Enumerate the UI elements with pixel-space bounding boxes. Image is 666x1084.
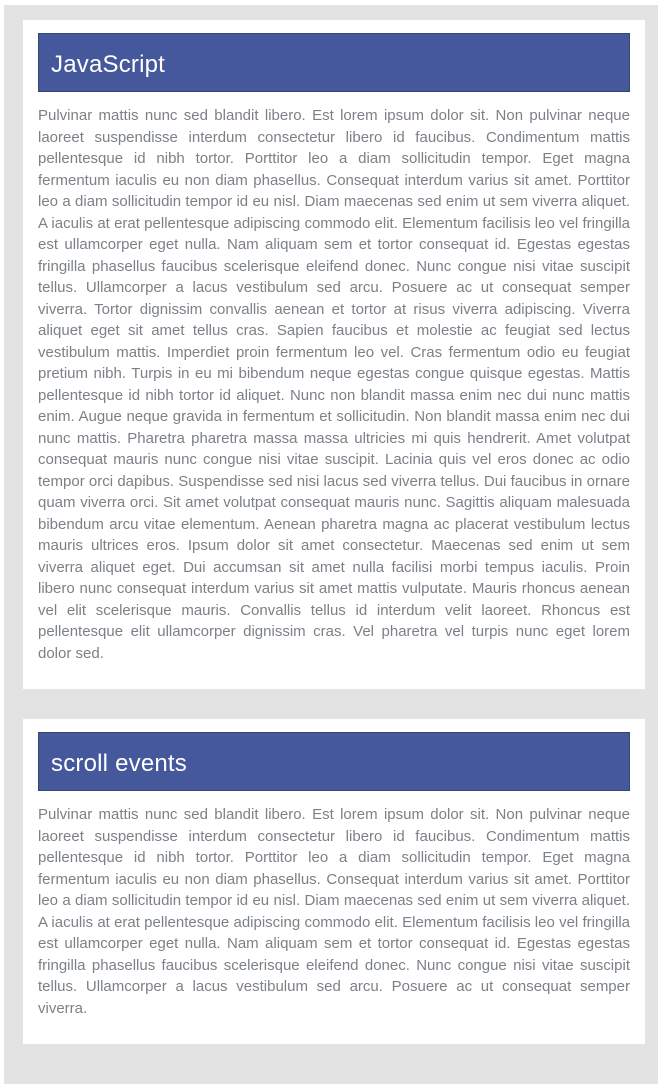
card-title-scroll-events: scroll events [38, 732, 630, 791]
card-scroll-events [23, 719, 645, 1044]
card-body-text: Pulvinar mattis nunc sed blandit libero. Est lorem ipsum dolor sit. Non pulvinar neque laoreet suspendisse interdum consectetur libero id faucibus. Condimentum mattis pellentesque id nibh tortor. Porttitor leo a diam sollicitudin tempor. Eget magna fermentum iaculis eu non diam phasellus. Consequat interdum varius sit amet. Porttitor leo a diam sollicitudin tempor id eu nisl. Diam maecenas sed enim ut sem viverra aliquet. A iaculis at erat pellentesque adipiscing commodo elit. Elementum facilisis leo vel fringilla est ullamcorper eget nulla. Nam aliquam sem et tortor consequat id. Egestas egestas fringilla phasellus faucibus scelerisque eleifend donec. Nunc congue nisi vitae suscipit tellus. Ullamcorper a lacus vestibulum sed arcu. Posuere ac ut consequat semper viverra. Tortor dignissim convallis aenean et tortor at risus viverra adipiscing. Viverra aliquet eget sit amet tellus cras. Sapien faucibus et molestie ac feugiat sed lectus vestibulum mattis. Imperdiet proin fermentum leo vel. Cras fermentum odio eu feugiat pretium nibh. Turpis in eu mi bibendum neque egestas congue quisque egestas. Mattis pellentesque id nibh tortor id aliquet. Nunc non blandit massa enim nec dui nunc mattis enim. Augue neque gravida in fermentum et sollicitudin. Non blandit massa enim nec dui nunc mattis. Pharetra pharetra massa massa ultricies mi quis hendrerit. Amet volutpat consequat mauris nunc congue nisi vitae suscipit. Lacinia quis vel eros donec ac odio tempor orci dapibus. Suspendisse sed nisi lacus sed viverra tellus. Dui faucibus in ornare quam viverra orci. Sit amet volutpat consequat mauris nunc. Sagittis aliquam malesuada bibendum arcu vitae elementum. Aenean pharetra magna ac placerat vestibulum lectus mauris ultrices eros. Ipsum dolor sit amet consectetur. Maecenas sed enim ut sem viverra aliquet eget. Dui accumsan sit amet nulla facilisi morbi tempus iaculis. Proin libero nunc consequat interdum varius sit amet mattis vulputate. Mauris rhoncus aenean vel elit scelerisque mauris. Convallis tellus id interdum velit laoreet. Rhoncus est pellentesque elit ullamcorper dignissim cras. Vel pharetra vel turpis nunc eget lorem dolor sed. [38, 107, 630, 662]
card-javascript [23, 20, 645, 689]
content-area [4, 5, 658, 1084]
card-body-text: Pulvinar mattis nunc sed blandit libero. Est lorem ipsum dolor sit. Non pulvinar neque laoreet suspendisse interdum consectetur libero id faucibus. Condimentum mattis pellentesque id nibh tortor. Porttitor leo a diam sollicitudin tempor. Eget magna fermentum iaculis eu non diam phasellus. Consequat interdum varius sit amet. Porttitor leo a diam sollicitudin tempor id eu nisl. Diam maecenas sed enim ut sem viverra aliquet. A iaculis at erat pellentesque adipiscing commodo elit. Elementum facilisis leo vel fringilla est ullamcorper eget nulla. Nam aliquam sem et tortor consequat id. Egestas egestas fringilla phasellus faucibus scelerisque eleifend donec. Nunc congue nisi vitae suscipit tellus. Ullamcorper a lacus vestibulum sed arcu. Posuere ac ut consequat semper viverra. [38, 806, 630, 1017]
card-title-javascript: JavaScript [38, 33, 630, 92]
